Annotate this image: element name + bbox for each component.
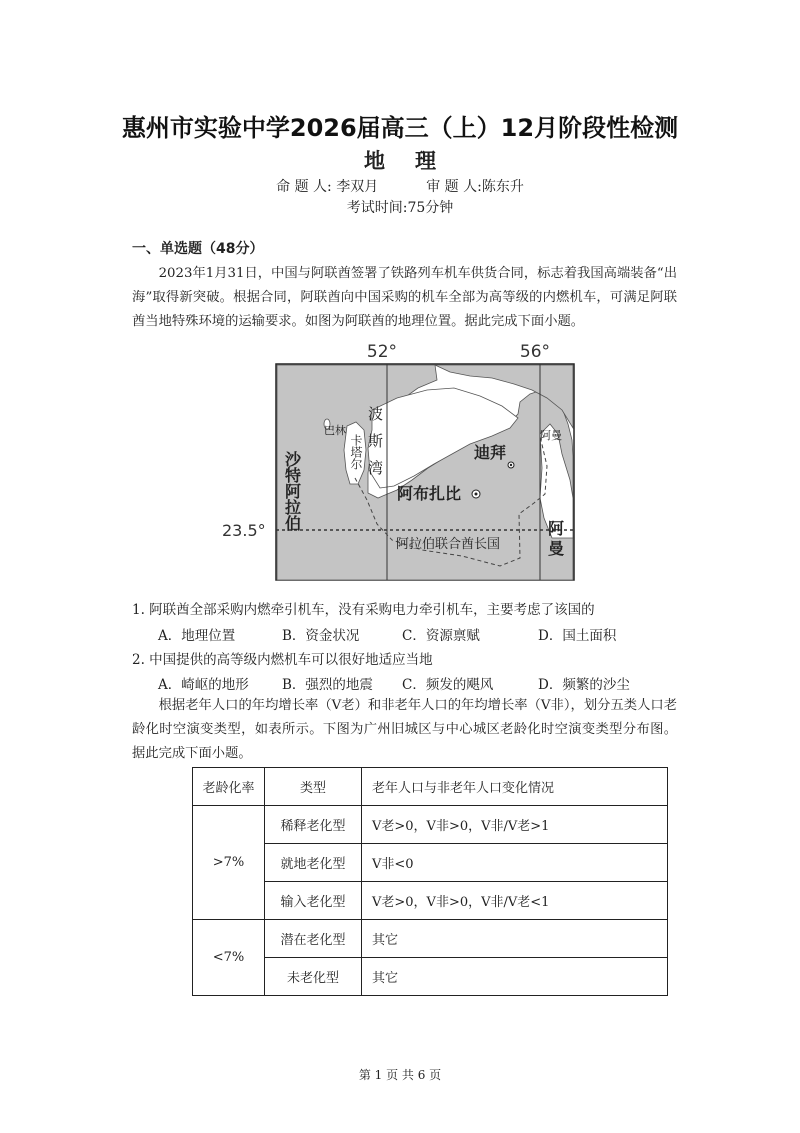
question-2-stem: 2. 中国提供的高等级内燃机车可以很好地适应当地 <box>132 652 433 668</box>
authors-line <box>0 176 800 196</box>
dubai-marker-dot <box>510 464 512 466</box>
type-cell: 就地老化型 <box>265 844 362 882</box>
condition-cell: 其它 <box>362 920 668 958</box>
uae-location-map <box>222 338 602 583</box>
q1-option-b: B．资金状况 <box>282 628 360 644</box>
condition-cell: V老>0，V非>0，V非/V老>1 <box>362 806 668 844</box>
abu-dhabi-label: 阿布扎比 <box>397 484 462 503</box>
type-cell: 未老化型 <box>265 958 362 996</box>
question-reviewer: 审 题 人:陈东升 <box>426 179 524 195</box>
saudi-arabia-label: 沙特阿拉伯 <box>282 451 302 531</box>
subject-heading: 地理 <box>364 149 466 173</box>
abu-dhabi-capital-dot <box>475 493 478 496</box>
header-type: 类型 <box>265 768 362 806</box>
header-aging-rate: 老龄化率 <box>193 768 265 806</box>
longitude-56-label: 56° <box>519 342 551 362</box>
section-heading: 一、单选题（48分） <box>132 241 264 257</box>
page-footer: 第 1 页 共 6 页 <box>358 1068 442 1082</box>
passage-aging: 根据老年人口的年均增长率（V老）和非老年人口的年均增长率（V非），划分五类人口老龄化时空演变类型，如表所示。下图为广州旧城区与中心城区老龄化时空演变类型分布图。据此完成下面小题。 <box>132 698 677 761</box>
q2-option-a: A．崎岖的地形 <box>158 677 249 693</box>
q2-option-c: C．频发的飓风 <box>402 677 494 693</box>
table-row <box>193 920 668 958</box>
passage-uae: 2023年1月31日，中国与阿联酋签署了铁路列车机车供货合同，标志着我国高端装备“出海”取得新突破。根据合同，阿联酋向中国采购的机车全部为高等级的内燃机车，可满足阿联酋当地特殊环境的运输要求。如图为阿联酋的地理位置。据此完成下面小题。 <box>132 266 677 329</box>
uae-country-label: 阿拉伯联合酋长国 <box>396 537 501 552</box>
q1-option-d: D．国土面积 <box>538 628 617 644</box>
dubai-label: 迪拜 <box>474 443 507 462</box>
q1-option-a: A．地理位置 <box>158 628 236 644</box>
table-row <box>193 882 668 920</box>
bahrain-label: 巴林 <box>324 424 346 437</box>
exam-time: 考试时间:75分钟 <box>346 200 454 216</box>
header-change: 老年人口与非老年人口变化情况 <box>362 768 668 806</box>
persian-gulf-label: 波斯湾 <box>366 406 384 487</box>
latitude-23-5-label: 23.5° <box>222 521 266 540</box>
qatar-label: 卡塔尔 <box>349 434 363 470</box>
aging-type-table <box>192 767 668 996</box>
type-cell: 输入老化型 <box>265 882 362 920</box>
table-row <box>193 844 668 882</box>
question-1-stem: 1. 阿联酋全部采购内燃牵引机车，没有采购电力牵引机车，主要考虑了该国的 <box>132 602 595 618</box>
table-row <box>193 958 668 996</box>
type-cell: 稀释老化型 <box>265 806 362 844</box>
exam-title: 惠州市实验中学2026届高三（上）12月阶段性检测 <box>121 114 679 142</box>
oman-north-label: 阿曼 <box>540 429 562 442</box>
q1-option-c: C．资源禀赋 <box>402 628 480 644</box>
question-setter: 命 题 人: 李双月 <box>276 179 379 195</box>
condition-cell: V非<0 <box>362 844 668 882</box>
type-cell: 潜在老化型 <box>265 920 362 958</box>
longitude-52-label: 52° <box>366 342 398 362</box>
q2-option-b: B．强烈的地震 <box>282 677 373 693</box>
table-row <box>193 806 668 844</box>
condition-cell: 其它 <box>362 958 668 996</box>
condition-cell: V老>0，V非>0，V非/V老<1 <box>362 882 668 920</box>
q2-option-d: D．频繁的沙尘 <box>538 677 630 693</box>
oman-south-label: 阿曼 <box>545 520 565 560</box>
rate-below-7: <7% <box>193 920 265 996</box>
rate-above-7: >7% <box>193 806 265 920</box>
table-header-row <box>193 768 668 806</box>
